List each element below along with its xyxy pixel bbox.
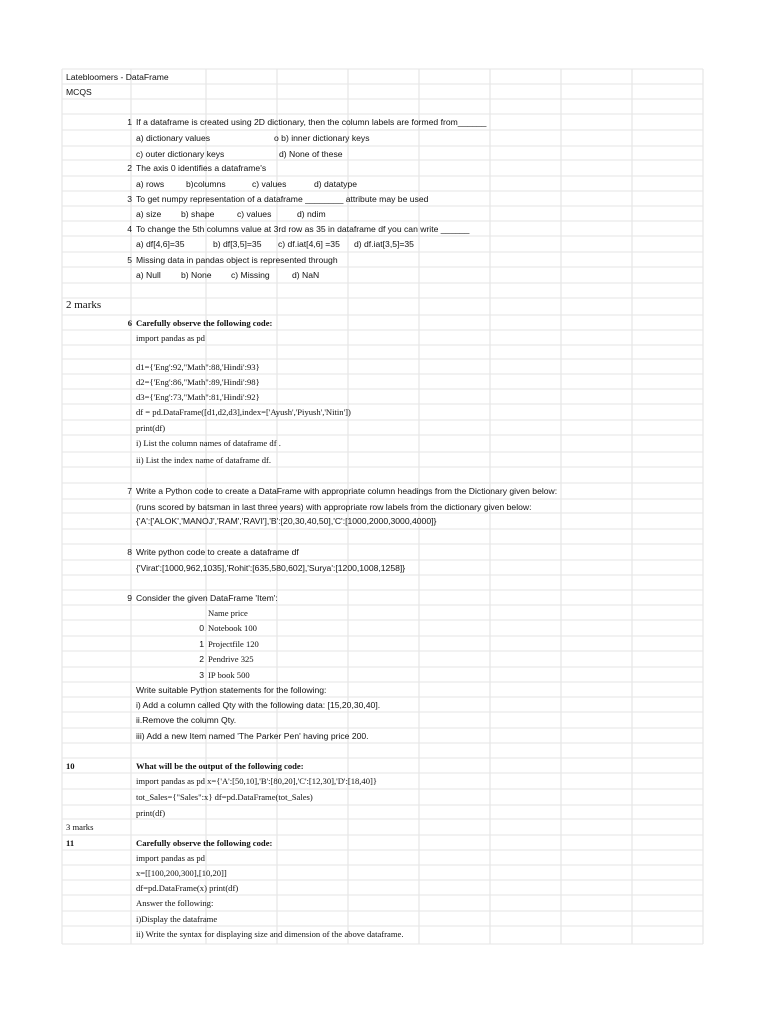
question-number: 6 bbox=[127, 318, 132, 328]
question-number: 8 bbox=[127, 547, 132, 557]
option: d) ndim bbox=[297, 209, 326, 219]
question-text: Carefully observe the following code: bbox=[136, 318, 273, 328]
question-text: Write a Python code to create a DataFrame with appropriate column headings from the Dictionary given below: bbox=[136, 486, 558, 496]
question-number: 5 bbox=[127, 255, 132, 265]
table-index: 3 bbox=[199, 670, 204, 680]
section-2-marks: 2 marks bbox=[66, 299, 102, 311]
question-number: 10 bbox=[66, 761, 75, 771]
question-text: {'A':['ALOK','MANOJ','RAM','RAVI'],'B':[20,30,40,50],'C':[1000,2000,3000,4000]} bbox=[136, 516, 437, 526]
table-row: IP book 500 bbox=[208, 670, 250, 680]
question-text: Answer the following: bbox=[136, 898, 214, 908]
option: o b) inner dictionary keys bbox=[274, 133, 370, 143]
option: d) None of these bbox=[279, 149, 343, 159]
option: b) None bbox=[181, 270, 212, 280]
code-line: df=pd.DataFrame(x) print(df) bbox=[136, 883, 239, 893]
option: c) Missing bbox=[231, 270, 270, 280]
question-number: 1 bbox=[127, 117, 132, 127]
table-index: 2 bbox=[199, 654, 204, 664]
code-line: import pandas as pd bbox=[136, 853, 205, 863]
question-number: 2 bbox=[127, 163, 132, 173]
code-line: x=[[100,200,300],[10,20]] bbox=[136, 868, 227, 878]
question-text: (runs scored by batsman in last three years) with appropriate row labels from the dictionary given below: bbox=[136, 502, 532, 512]
option: c) df.iat[4,6] =35 bbox=[278, 239, 340, 249]
option: a) Null bbox=[136, 270, 161, 280]
sub-question: iii) Add a new Item named 'The Parker Pen' having price 200. bbox=[136, 731, 369, 741]
code-line: d2={'Eng':86,"Math":89,'Hindi':98} bbox=[136, 377, 260, 387]
option: a) df[4,6]=35 bbox=[136, 239, 185, 249]
sub-question: ii) List the index name of dataframe df. bbox=[136, 455, 272, 465]
code-line: import pandas as pd bbox=[136, 333, 205, 343]
option: d) NaN bbox=[292, 270, 320, 280]
option: c) outer dictionary keys bbox=[136, 149, 225, 159]
section-3-marks: 3 marks bbox=[66, 822, 94, 832]
table-row: Projectfile 120 bbox=[208, 639, 259, 649]
option: c) values bbox=[237, 209, 272, 219]
code-line: print(df) bbox=[136, 808, 166, 818]
code-line: tot_Sales={"Sales":x} df=pd.DataFrame(tot_Sales) bbox=[136, 792, 313, 802]
option: a) rows bbox=[136, 179, 165, 189]
question-number: 4 bbox=[127, 224, 132, 234]
question-text: Missing data in pandas object is represented through bbox=[136, 255, 338, 265]
question-text: Write suitable Python statements for the following: bbox=[136, 685, 327, 695]
section-mcqs: MCQS bbox=[66, 87, 92, 97]
table-index: 0 bbox=[199, 623, 204, 633]
question-text: To change the 5th columns value at 3rd row as 35 in dataframe df you can write ______ bbox=[136, 224, 470, 234]
table-row: Pendrive 325 bbox=[208, 654, 254, 664]
question-number: 3 bbox=[127, 194, 132, 204]
table-index: 1 bbox=[199, 639, 204, 649]
question-text: Consider the given DataFrame 'Item': bbox=[136, 593, 278, 603]
question-number: 9 bbox=[127, 593, 132, 603]
code-line: print(df) bbox=[136, 423, 166, 433]
question-text: To get numpy representation of a dataframe ________ attribute may be used bbox=[136, 194, 429, 204]
sheet-title: Latebloomers - DataFrame bbox=[66, 72, 169, 82]
option: b) shape bbox=[181, 209, 215, 219]
code-line: d3={'Eng':73,"Math":81,'Hindi':92} bbox=[136, 392, 260, 402]
table-row: Notebook 100 bbox=[208, 623, 257, 633]
code-line: d1={'Eng':92,"Math":88,'Hindi':93} bbox=[136, 362, 260, 372]
sub-question: i) List the column names of dataframe df . bbox=[136, 438, 281, 448]
option: a) dictionary values bbox=[136, 133, 211, 143]
option: b)columns bbox=[186, 179, 226, 189]
sub-question: ii) Write the syntax for displaying size and dimension of the above dataframe. bbox=[136, 929, 404, 939]
sub-question: i) Add a column called Qty with the following data: [15,20,30,40]. bbox=[136, 700, 381, 710]
table-header: Name price bbox=[208, 608, 248, 618]
question-text: What will be the output of the following code: bbox=[136, 761, 304, 771]
option: c) values bbox=[252, 179, 287, 189]
question-number: 7 bbox=[127, 486, 132, 496]
option: d) datatype bbox=[314, 179, 357, 189]
question-text: {'Virat':[1000,962,1035],'Rohit':[635,580,602],'Surya':[1200,1008,1258]} bbox=[136, 563, 406, 573]
code-line: import pandas as pd x={'A':[50,10],'B':[80,20],'C':[12,30],'D':[18,40]} bbox=[136, 776, 378, 786]
question-text: The axis 0 identifies a dataframe's bbox=[136, 163, 267, 173]
sub-question: i)Display the dataframe bbox=[136, 914, 218, 924]
question-text: If a dataframe is created using 2D dictionary, then the column labels are formed from______ bbox=[136, 117, 487, 127]
question-text: Carefully observe the following code: bbox=[136, 838, 273, 848]
option: d) df.iat[3,5]=35 bbox=[354, 239, 414, 249]
question-text: Write python code to create a dataframe df bbox=[136, 547, 299, 557]
question-number: 11 bbox=[66, 838, 75, 848]
code-line: df = pd.DataFrame([d1,d2,d3],index=['Ayush','Piyush','Nitin']) bbox=[136, 407, 351, 417]
option: a) size bbox=[136, 209, 162, 219]
sub-question: ii.Remove the column Qty. bbox=[136, 715, 237, 725]
option: b) df[3,5]=35 bbox=[213, 239, 262, 249]
